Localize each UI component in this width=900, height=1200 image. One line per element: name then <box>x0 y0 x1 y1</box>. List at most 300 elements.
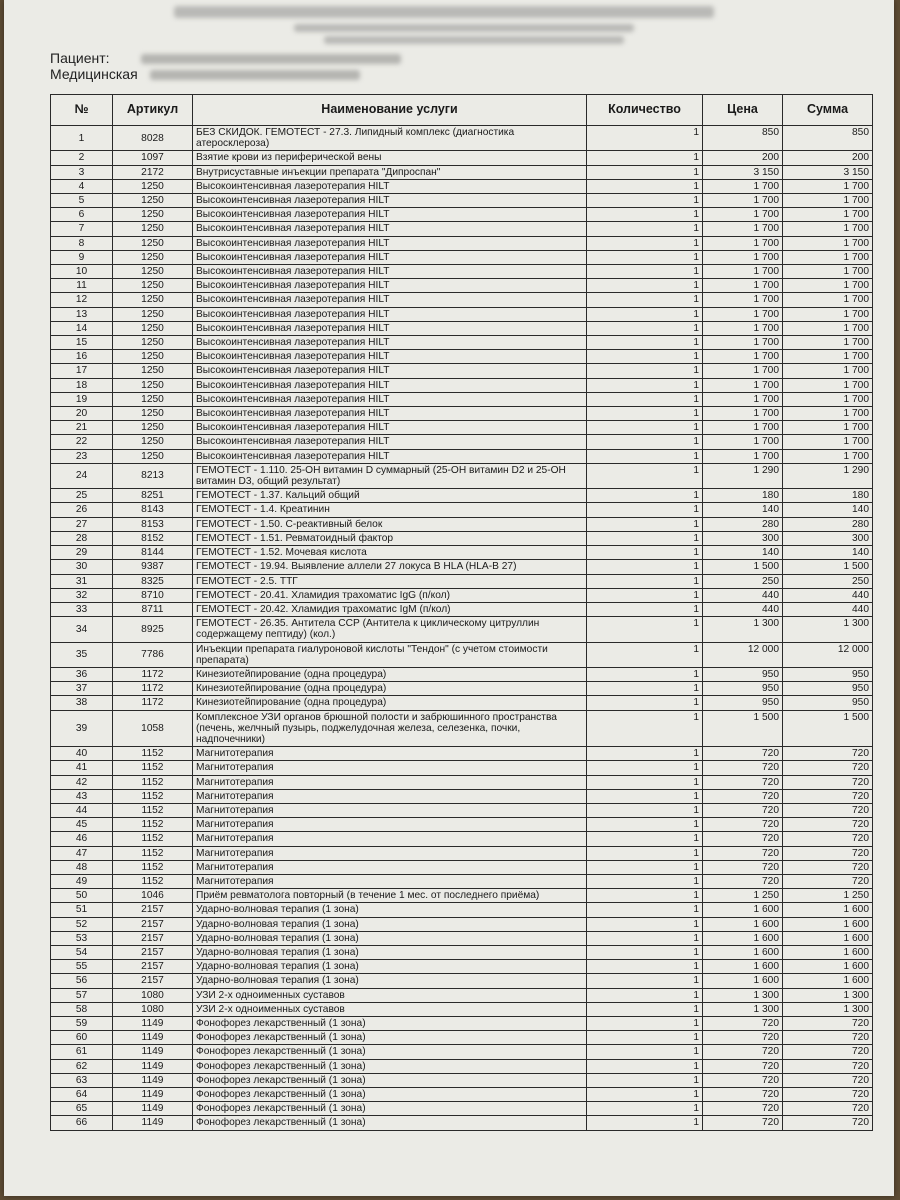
table-row <box>51 279 873 293</box>
quantity: 1 <box>587 236 703 250</box>
table-row <box>51 917 873 931</box>
article-code: 8213 <box>113 463 193 488</box>
sum: 950 <box>783 696 873 710</box>
row-number: 33 <box>51 602 113 616</box>
article-code: 1149 <box>113 1073 193 1087</box>
table-row <box>51 1102 873 1116</box>
price: 720 <box>703 747 783 761</box>
sum: 720 <box>783 818 873 832</box>
article-code: 8251 <box>113 489 193 503</box>
price: 1 700 <box>703 250 783 264</box>
quantity: 1 <box>587 931 703 945</box>
service-name: Магнитотерапия <box>193 832 587 846</box>
sum: 1 600 <box>783 903 873 917</box>
price: 720 <box>703 818 783 832</box>
row-number: 29 <box>51 546 113 560</box>
service-name: Фонофорез лекарственный (1 зона) <box>193 1088 587 1102</box>
service-name: ГЕМОТЕСТ - 20.41. Хламидия трахоматис IgG (п/кол) <box>193 588 587 602</box>
table-row <box>51 350 873 364</box>
service-name: Высокоинтенсивная лазеротерапия HILT <box>193 208 587 222</box>
table-row <box>51 321 873 335</box>
article-code: 1250 <box>113 265 193 279</box>
price: 950 <box>703 682 783 696</box>
services-table <box>50 94 873 1131</box>
row-number: 45 <box>51 818 113 832</box>
sum: 1 700 <box>783 293 873 307</box>
table-row <box>51 250 873 264</box>
quantity: 1 <box>587 1116 703 1130</box>
row-number: 15 <box>51 336 113 350</box>
table-row <box>51 696 873 710</box>
quantity: 1 <box>587 889 703 903</box>
sum: 720 <box>783 846 873 860</box>
quantity: 1 <box>587 421 703 435</box>
quantity: 1 <box>587 803 703 817</box>
quantity: 1 <box>587 531 703 545</box>
price: 720 <box>703 1031 783 1045</box>
sum: 1 600 <box>783 931 873 945</box>
row-number: 62 <box>51 1059 113 1073</box>
row-number: 37 <box>51 682 113 696</box>
row-number: 12 <box>51 293 113 307</box>
patient-label: Пациент: <box>50 50 110 66</box>
service-name: Магнитотерапия <box>193 761 587 775</box>
service-name: Кинезиотейпирование (одна процедура) <box>193 696 587 710</box>
quantity: 1 <box>587 747 703 761</box>
sum: 1 700 <box>783 321 873 335</box>
sum: 1 700 <box>783 421 873 435</box>
article-code: 1149 <box>113 1116 193 1130</box>
column-header-quantity: Количество <box>587 95 703 126</box>
quantity: 1 <box>587 682 703 696</box>
quantity: 1 <box>587 1017 703 1031</box>
quantity: 1 <box>587 761 703 775</box>
price: 1 300 <box>703 1002 783 1016</box>
row-number: 54 <box>51 945 113 959</box>
price: 140 <box>703 503 783 517</box>
price: 1 700 <box>703 279 783 293</box>
service-name: Магнитотерапия <box>193 747 587 761</box>
row-number: 55 <box>51 960 113 974</box>
sum: 720 <box>783 1017 873 1031</box>
table-row <box>51 602 873 616</box>
table-row <box>51 667 873 681</box>
row-number: 27 <box>51 517 113 531</box>
row-number: 21 <box>51 421 113 435</box>
price: 1 700 <box>703 378 783 392</box>
table-row <box>51 682 873 696</box>
sum: 850 <box>783 126 873 151</box>
article-code: 1250 <box>113 392 193 406</box>
sum: 1 250 <box>783 889 873 903</box>
quantity: 1 <box>587 1088 703 1102</box>
price: 1 700 <box>703 265 783 279</box>
quantity: 1 <box>587 165 703 179</box>
sum: 950 <box>783 682 873 696</box>
price: 720 <box>703 775 783 789</box>
row-number: 44 <box>51 803 113 817</box>
quantity: 1 <box>587 489 703 503</box>
service-name: Фонофорез лекарственный (1 зона) <box>193 1059 587 1073</box>
price: 950 <box>703 696 783 710</box>
sum: 200 <box>783 151 873 165</box>
quantity: 1 <box>587 602 703 616</box>
article-code: 2172 <box>113 165 193 179</box>
article-code: 1250 <box>113 279 193 293</box>
sum: 1 700 <box>783 179 873 193</box>
price: 1 700 <box>703 293 783 307</box>
sum: 1 700 <box>783 378 873 392</box>
price: 1 700 <box>703 421 783 435</box>
article-code: 2157 <box>113 903 193 917</box>
price: 1 700 <box>703 179 783 193</box>
table-row <box>51 236 873 250</box>
article-code: 8028 <box>113 126 193 151</box>
quantity: 1 <box>587 350 703 364</box>
table-row <box>51 265 873 279</box>
service-name: Магнитотерапия <box>193 803 587 817</box>
sum: 720 <box>783 747 873 761</box>
quantity: 1 <box>587 378 703 392</box>
table-row <box>51 307 873 321</box>
service-name: Кинезиотейпирование (одна процедура) <box>193 682 587 696</box>
row-number: 18 <box>51 378 113 392</box>
price: 720 <box>703 1017 783 1031</box>
table-row <box>51 1059 873 1073</box>
service-name: Ударно-волновая терапия (1 зона) <box>193 917 587 931</box>
article-code: 1046 <box>113 889 193 903</box>
sum: 720 <box>783 1045 873 1059</box>
table-row <box>51 945 873 959</box>
service-name: УЗИ 2-х одноименных суставов <box>193 988 587 1002</box>
table-row <box>51 1045 873 1059</box>
row-number: 2 <box>51 151 113 165</box>
price: 1 700 <box>703 392 783 406</box>
quantity: 1 <box>587 818 703 832</box>
article-code: 1250 <box>113 336 193 350</box>
row-number: 58 <box>51 1002 113 1016</box>
price: 720 <box>703 1073 783 1087</box>
quantity: 1 <box>587 222 703 236</box>
quantity: 1 <box>587 336 703 350</box>
service-name: Ударно-волновая терапия (1 зона) <box>193 903 587 917</box>
service-name: Приём ревматолога повторный (в течение 1 мес. от последнего приёма) <box>193 889 587 903</box>
row-number: 25 <box>51 489 113 503</box>
service-name: Фонофорез лекарственный (1 зона) <box>193 1116 587 1130</box>
price: 720 <box>703 1059 783 1073</box>
row-number: 22 <box>51 435 113 449</box>
sum: 1 300 <box>783 617 873 642</box>
table-row <box>51 517 873 531</box>
service-name: Высокоинтенсивная лазеротерапия HILT <box>193 293 587 307</box>
sum: 720 <box>783 860 873 874</box>
sum: 1 700 <box>783 407 873 421</box>
quantity: 1 <box>587 832 703 846</box>
article-code: 8143 <box>113 503 193 517</box>
sum: 440 <box>783 588 873 602</box>
row-number: 60 <box>51 1031 113 1045</box>
service-name: Высокоинтенсивная лазеротерапия HILT <box>193 378 587 392</box>
article-code: 1097 <box>113 151 193 165</box>
price: 300 <box>703 531 783 545</box>
row-number: 43 <box>51 789 113 803</box>
row-number: 35 <box>51 642 113 667</box>
table-row <box>51 988 873 1002</box>
quantity: 1 <box>587 988 703 1002</box>
row-number: 59 <box>51 1017 113 1031</box>
quantity: 1 <box>587 250 703 264</box>
table-row <box>51 710 873 747</box>
service-name: Магнитотерапия <box>193 874 587 888</box>
quantity: 1 <box>587 1031 703 1045</box>
price: 720 <box>703 860 783 874</box>
sum: 1 700 <box>783 236 873 250</box>
row-number: 7 <box>51 222 113 236</box>
table-row <box>51 208 873 222</box>
article-code: 1250 <box>113 449 193 463</box>
price: 1 700 <box>703 435 783 449</box>
table-row <box>51 421 873 435</box>
article-code: 2157 <box>113 931 193 945</box>
table-body <box>51 126 873 1131</box>
table-row <box>51 392 873 406</box>
table-header-row <box>51 95 873 126</box>
service-name: Фонофорез лекарственный (1 зона) <box>193 1031 587 1045</box>
service-name: Кинезиотейпирование (одна процедура) <box>193 667 587 681</box>
sum: 1 600 <box>783 960 873 974</box>
service-name: Взятие крови из периферической вены <box>193 151 587 165</box>
quantity: 1 <box>587 307 703 321</box>
quantity: 1 <box>587 364 703 378</box>
row-number: 40 <box>51 747 113 761</box>
quantity: 1 <box>587 449 703 463</box>
sum: 1 700 <box>783 307 873 321</box>
sum: 950 <box>783 667 873 681</box>
row-number: 65 <box>51 1102 113 1116</box>
quantity: 1 <box>587 546 703 560</box>
service-name: ГЕМОТЕСТ - 1.4. Креатинин <box>193 503 587 517</box>
redacted-patient-name <box>141 54 401 64</box>
article-code: 1250 <box>113 435 193 449</box>
sum: 1 700 <box>783 250 873 264</box>
quantity: 1 <box>587 960 703 974</box>
service-name: Ударно-волновая терапия (1 зона) <box>193 960 587 974</box>
column-header-service: Наименование услуги <box>193 95 587 126</box>
row-number: 13 <box>51 307 113 321</box>
article-code: 1250 <box>113 236 193 250</box>
service-name: Внутрисуставные инъекции препарата "Дипроспан" <box>193 165 587 179</box>
article-code: 1250 <box>113 364 193 378</box>
service-name: Высокоинтенсивная лазеротерапия HILT <box>193 407 587 421</box>
price: 720 <box>703 1116 783 1130</box>
price: 1 500 <box>703 560 783 574</box>
table-row <box>51 617 873 642</box>
article-code: 1250 <box>113 293 193 307</box>
table-row <box>51 489 873 503</box>
quantity: 1 <box>587 194 703 208</box>
row-number: 38 <box>51 696 113 710</box>
price: 720 <box>703 1088 783 1102</box>
price: 1 600 <box>703 917 783 931</box>
article-code: 1172 <box>113 696 193 710</box>
sum: 1 500 <box>783 560 873 574</box>
table-row <box>51 1088 873 1102</box>
price: 3 150 <box>703 165 783 179</box>
price: 1 500 <box>703 710 783 747</box>
article-code: 2157 <box>113 945 193 959</box>
sum: 180 <box>783 489 873 503</box>
article-code: 1149 <box>113 1017 193 1031</box>
price: 280 <box>703 517 783 531</box>
article-code: 1149 <box>113 1045 193 1059</box>
service-name: Инъекции препарата гиалуроновой кислоты "Тендон" (с учетом стоимости препарата) <box>193 642 587 667</box>
article-code: 9387 <box>113 560 193 574</box>
sum: 1 290 <box>783 463 873 488</box>
quantity: 1 <box>587 945 703 959</box>
sum: 1 700 <box>783 350 873 364</box>
article-code: 1250 <box>113 222 193 236</box>
row-number: 66 <box>51 1116 113 1130</box>
price: 1 700 <box>703 407 783 421</box>
sum: 720 <box>783 1031 873 1045</box>
article-code: 1250 <box>113 407 193 421</box>
price: 1 700 <box>703 194 783 208</box>
row-number: 1 <box>51 126 113 151</box>
article-code: 1152 <box>113 747 193 761</box>
article-code: 1152 <box>113 846 193 860</box>
article-code: 1149 <box>113 1088 193 1102</box>
service-name: ГЕМОТЕСТ - 20.42. Хламидия трахоматис IgM (п/кол) <box>193 602 587 616</box>
table-row <box>51 151 873 165</box>
table-row <box>51 165 873 179</box>
service-name: Магнитотерапия <box>193 846 587 860</box>
row-number: 51 <box>51 903 113 917</box>
article-code: 1250 <box>113 208 193 222</box>
article-code: 8152 <box>113 531 193 545</box>
sum: 1 700 <box>783 336 873 350</box>
price: 1 600 <box>703 960 783 974</box>
article-code: 1149 <box>113 1102 193 1116</box>
quantity: 1 <box>587 642 703 667</box>
quantity: 1 <box>587 696 703 710</box>
quantity: 1 <box>587 874 703 888</box>
quantity: 1 <box>587 407 703 421</box>
service-name: БЕЗ СКИДОК. ГЕМОТЕСТ - 27.3. Липидный комплекс (диагностика атеросклероза) <box>193 126 587 151</box>
sum: 720 <box>783 874 873 888</box>
article-code: 1172 <box>113 667 193 681</box>
quantity: 1 <box>587 789 703 803</box>
service-name: Высокоинтенсивная лазеротерапия HILT <box>193 350 587 364</box>
article-code: 1149 <box>113 1059 193 1073</box>
service-name: Высокоинтенсивная лазеротерапия HILT <box>193 449 587 463</box>
row-number: 31 <box>51 574 113 588</box>
table-row <box>51 336 873 350</box>
row-number: 14 <box>51 321 113 335</box>
service-name: Высокоинтенсивная лазеротерапия HILT <box>193 435 587 449</box>
table-row <box>51 960 873 974</box>
service-name: Высокоинтенсивная лазеротерапия HILT <box>193 336 587 350</box>
table-row <box>51 832 873 846</box>
row-number: 64 <box>51 1088 113 1102</box>
service-name: Комплексное УЗИ органов брюшной полости и забрюшинного пространства (печень, желчный пузырь, поджелудочная железа, селезенка, почки, надпочечники) <box>193 710 587 747</box>
table-row <box>51 463 873 488</box>
price: 1 250 <box>703 889 783 903</box>
row-number: 11 <box>51 279 113 293</box>
sum: 440 <box>783 602 873 616</box>
sum: 1 700 <box>783 449 873 463</box>
table-row <box>51 449 873 463</box>
service-name: Высокоинтенсивная лазеротерапия HILT <box>193 421 587 435</box>
sum: 720 <box>783 1059 873 1073</box>
service-name: Высокоинтенсивная лазеротерапия HILT <box>193 236 587 250</box>
article-code: 1152 <box>113 832 193 846</box>
price: 1 600 <box>703 974 783 988</box>
column-header-sum: Сумма <box>783 95 873 126</box>
table-row <box>51 531 873 545</box>
quantity: 1 <box>587 1102 703 1116</box>
row-number: 39 <box>51 710 113 747</box>
table-row <box>51 179 873 193</box>
sum: 720 <box>783 1073 873 1087</box>
price: 1 700 <box>703 336 783 350</box>
service-name: ГЕМОТЕСТ - 1.110. 25-OH витамин D суммарный (25-OH витамин D2 и 25-OH витамин D3, общий результат) <box>193 463 587 488</box>
service-name: Ударно-волновая терапия (1 зона) <box>193 974 587 988</box>
row-number: 32 <box>51 588 113 602</box>
price: 720 <box>703 846 783 860</box>
card-label: Медицинская <box>50 66 138 82</box>
sum: 1 600 <box>783 917 873 931</box>
sum: 720 <box>783 775 873 789</box>
price: 720 <box>703 874 783 888</box>
row-number: 52 <box>51 917 113 931</box>
sum: 1 300 <box>783 1002 873 1016</box>
price: 1 300 <box>703 617 783 642</box>
sum: 1 700 <box>783 208 873 222</box>
sum: 720 <box>783 832 873 846</box>
table-row <box>51 546 873 560</box>
article-code: 1250 <box>113 378 193 392</box>
quantity: 1 <box>587 588 703 602</box>
table-row <box>51 931 873 945</box>
article-code: 1250 <box>113 194 193 208</box>
row-number: 50 <box>51 889 113 903</box>
table-row <box>51 846 873 860</box>
table-row <box>51 503 873 517</box>
sum: 3 150 <box>783 165 873 179</box>
price: 1 700 <box>703 449 783 463</box>
service-name: ГЕМОТЕСТ - 1.52. Мочевая кислота <box>193 546 587 560</box>
price: 1 600 <box>703 945 783 959</box>
price: 720 <box>703 761 783 775</box>
sum: 1 700 <box>783 435 873 449</box>
service-name: ГЕМОТЕСТ - 1.50. С-реактивный белок <box>193 517 587 531</box>
row-number: 19 <box>51 392 113 406</box>
table-row <box>51 222 873 236</box>
quantity: 1 <box>587 503 703 517</box>
service-name: Фонофорез лекарственный (1 зона) <box>193 1073 587 1087</box>
patient-line <box>50 50 401 66</box>
column-header-article: Артикул <box>113 95 193 126</box>
redacted-card-number <box>150 70 360 80</box>
quantity: 1 <box>587 917 703 931</box>
service-name: Ударно-волновая терапия (1 зона) <box>193 945 587 959</box>
sum: 140 <box>783 546 873 560</box>
price: 12 000 <box>703 642 783 667</box>
table-row <box>51 818 873 832</box>
row-number: 10 <box>51 265 113 279</box>
service-name: Фонофорез лекарственный (1 зона) <box>193 1102 587 1116</box>
article-code: 1250 <box>113 179 193 193</box>
